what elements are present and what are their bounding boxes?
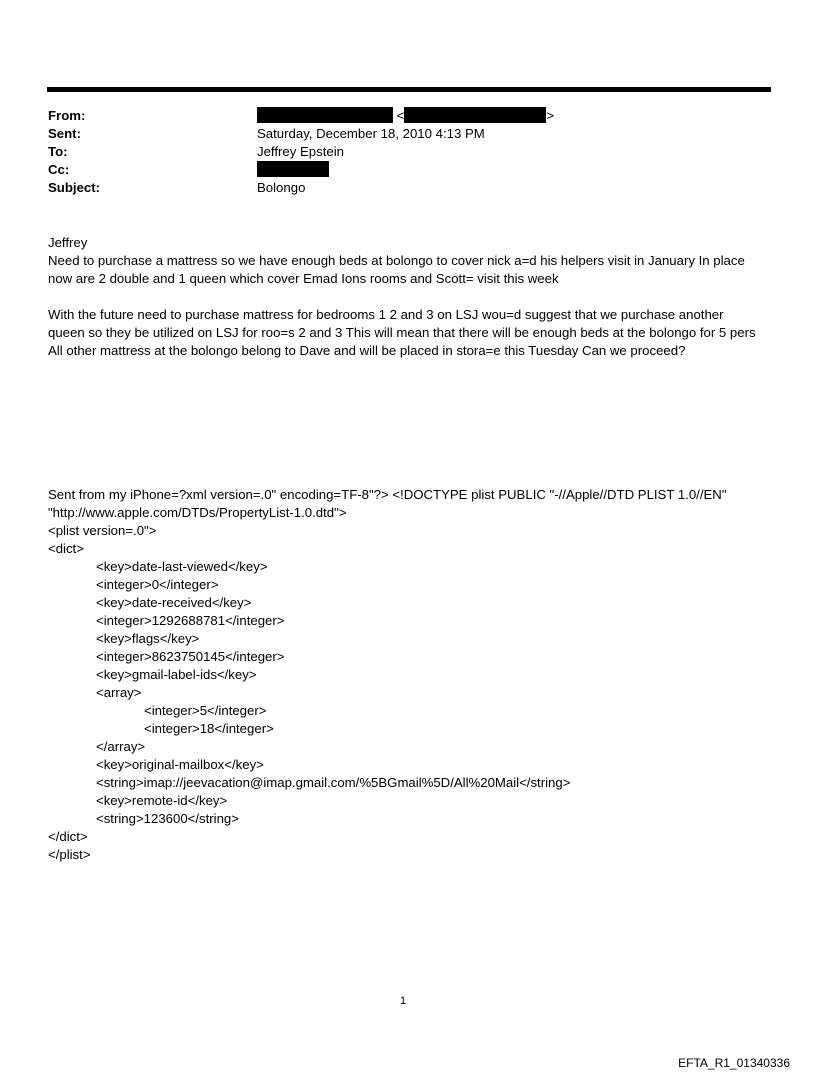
- xml-line: <integer>1292688781</integer>: [96, 613, 285, 628]
- xml-line: <integer>5</integer>: [144, 703, 267, 718]
- to-value: Jeffrey Epstein: [257, 144, 344, 159]
- header-rule: [47, 87, 771, 92]
- from-value: < >: [257, 107, 554, 125]
- xml-line: <plist version=.0">: [48, 523, 157, 538]
- page-number: 1: [400, 995, 407, 1007]
- xml-line: <dict>: [48, 541, 84, 556]
- xml-line: <integer>18</integer>: [144, 721, 274, 736]
- body-line: queen so they be utilized on LSJ for roo=s 2 and 3 This will mean that there will be enough beds at the bolongo for 5 pers: [48, 325, 756, 340]
- cc-value: [257, 161, 329, 179]
- xml-line: <integer>0</integer>: [96, 577, 219, 592]
- cc-label: Cc:: [48, 162, 70, 177]
- sent-value: Saturday, December 18, 2010 4:13 PM: [257, 126, 485, 141]
- xml-line: </plist>: [48, 847, 91, 862]
- from-label: From:: [48, 108, 86, 123]
- xml-line: <string>imap://jeevacation@imap.gmail.com/%5BGmail%5D/All%20Mail</string>: [96, 775, 571, 790]
- xml-plist-block: [48, 486, 727, 864]
- xml-line: <key>date-last-viewed</key>: [96, 559, 268, 574]
- xml-line: <key>remote-id</key>: [96, 793, 228, 808]
- xml-line: "http://www.apple.com/DTDs/PropertyList-1.0.dtd">: [48, 505, 347, 520]
- document-id: EFTA_R1_01340336: [678, 1056, 790, 1070]
- redaction-block: [257, 107, 393, 123]
- to-label: To:: [48, 144, 68, 159]
- xml-line: </dict>: [48, 829, 88, 844]
- greeting: Jeffrey: [48, 235, 88, 250]
- xml-line: <key>flags</key>: [96, 631, 200, 646]
- xml-line: <array>: [96, 685, 142, 700]
- xml-line: <string>123600</string>: [96, 811, 239, 826]
- body-line: With the future need to purchase mattress for bedrooms 1 2 and 3 on LSJ wou=d suggest that we purchase another: [48, 307, 724, 322]
- email-body: [48, 234, 778, 360]
- xml-line: <integer>8623750145</integer>: [96, 649, 285, 664]
- subject-value: Bolongo: [257, 180, 306, 195]
- body-line: Need to purchase a mattress so we have enough beds at bolongo to cover nick a=d his helpers visit in January In place: [48, 253, 745, 268]
- xml-line: <key>date-received</key>: [96, 595, 252, 610]
- xml-line: </array>: [96, 739, 146, 754]
- xml-line: <key>gmail-label-ids</key>: [96, 667, 257, 682]
- redaction-block: [404, 107, 546, 123]
- sent-label: Sent:: [48, 126, 81, 141]
- xml-line: <key>original-mailbox</key>: [96, 757, 264, 772]
- body-line: now are 2 double and 1 queen which cover Emad Ions rooms and Scott= visit this week: [48, 271, 559, 286]
- subject-label: Subject:: [48, 180, 101, 195]
- xml-line: Sent from my iPhone=?xml version=.0" encoding=TF-8"?> <!DOCTYPE plist PUBLIC "-//Apple//DTD PLIST 1.0//EN": [48, 487, 727, 502]
- redaction-block: [257, 161, 329, 177]
- body-line: All other mattress at the bolongo belong to Dave and will be placed in stora=e this Tuesday Can we proceed?: [48, 343, 686, 358]
